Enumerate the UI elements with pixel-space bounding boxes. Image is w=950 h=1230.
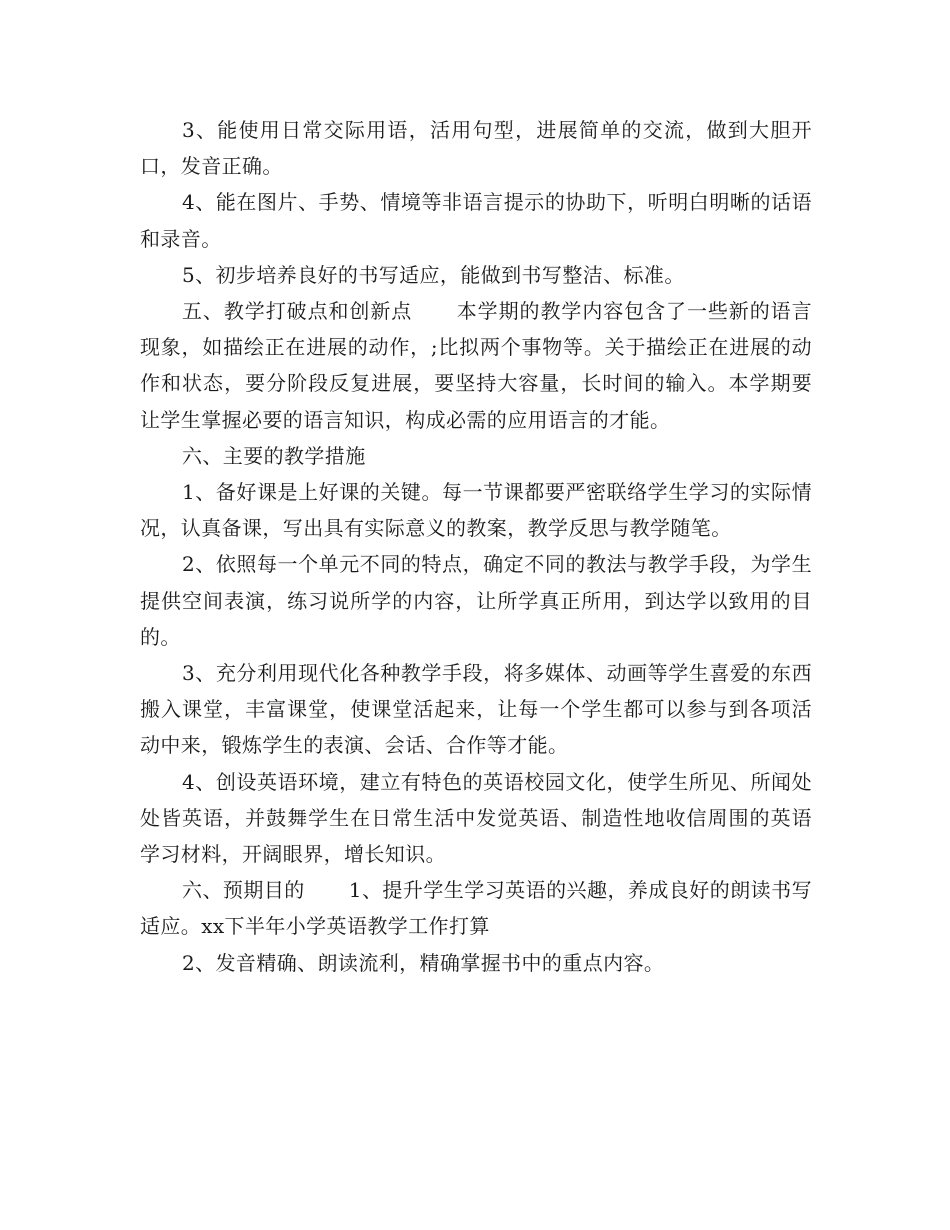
paragraph-expected-2 xyxy=(140,945,812,981)
paragraph-text: 3、能使用日常交际用语，活用句型，进展简单的交流，做到大胆开口，发音正确。 xyxy=(140,118,812,179)
paragraph-text: 本学期的教学内容包含了一些新的语言现象，如描绘正在进展的动作，;比拟两个事物等。关于描绘正在进展的动作和状态，要分阶段反复进展，要坚持大容量，长时间的输入。本学期要让学生掌握必要的语言知识，构成必需的应用语言的才能。 xyxy=(140,299,812,432)
paragraph-text: 2、依照每一个单元不同的特点，确定不同的教法与教学手段，为学生提供空间表演，练习说所学的内容，让所学真正所用，到达学以致用的目的。 xyxy=(140,552,812,649)
paragraph-measure-2 xyxy=(140,546,812,655)
paragraph-text: 1、备好课是上好课的关键。每一节课都要严密联络学生学习的实际情况，认真备课，写出具有实际意义的教案，教学反思与教学随笔。 xyxy=(140,480,812,541)
paragraph-goal-3 xyxy=(140,112,812,184)
paragraph-goal-4 xyxy=(140,184,812,256)
paragraph-text: 5、初步培养良好的书写适应，能做到书写整洁、标准。 xyxy=(182,262,685,287)
paragraph-text: 4、创设英语环境，建立有特色的英语校园文化，使学生所见、所闻处处皆英语，并鼓舞学生在日常生活中发觉英语、制造性地收信周围的英语学习材料，开阔眼界，增长知识。 xyxy=(140,769,812,867)
paragraph-measure-4 xyxy=(140,764,812,873)
paragraph-measure-3 xyxy=(140,655,812,764)
paragraph-text: 六、主要的教学措施 xyxy=(182,443,366,468)
document-body xyxy=(140,112,812,981)
paragraph-text: 1、提升学生学习英语的兴趣，养成良好的朗读书写适应。xx下半年小学英语教学工作打算 xyxy=(140,878,812,939)
section-heading: 五、教学打破点和创新点 xyxy=(182,299,413,324)
paragraph-section-5 xyxy=(140,293,812,438)
paragraph-goal-5 xyxy=(140,257,812,293)
paragraph-section-expected xyxy=(140,872,812,944)
paragraph-measure-1 xyxy=(140,474,812,546)
section-heading-measures xyxy=(140,438,812,474)
paragraph-text: 3、充分利用现代化各种教学手段，将多媒体、动画等学生喜爱的东西搬入课堂，丰富课堂，使课堂活起来，让每一个学生都可以参与到各项活动中来，锻炼学生的表演、会话、合作等才能。 xyxy=(140,661,812,758)
paragraph-text: 2、发音精确、朗读流利，精确掌握书中的重点内容。 xyxy=(182,950,665,975)
section-heading: 六、预期目的 xyxy=(182,878,305,903)
paragraph-text: 4、能在图片、手势、情境等非语言提示的协助下，听明白明晰的话语和录音。 xyxy=(140,190,812,251)
